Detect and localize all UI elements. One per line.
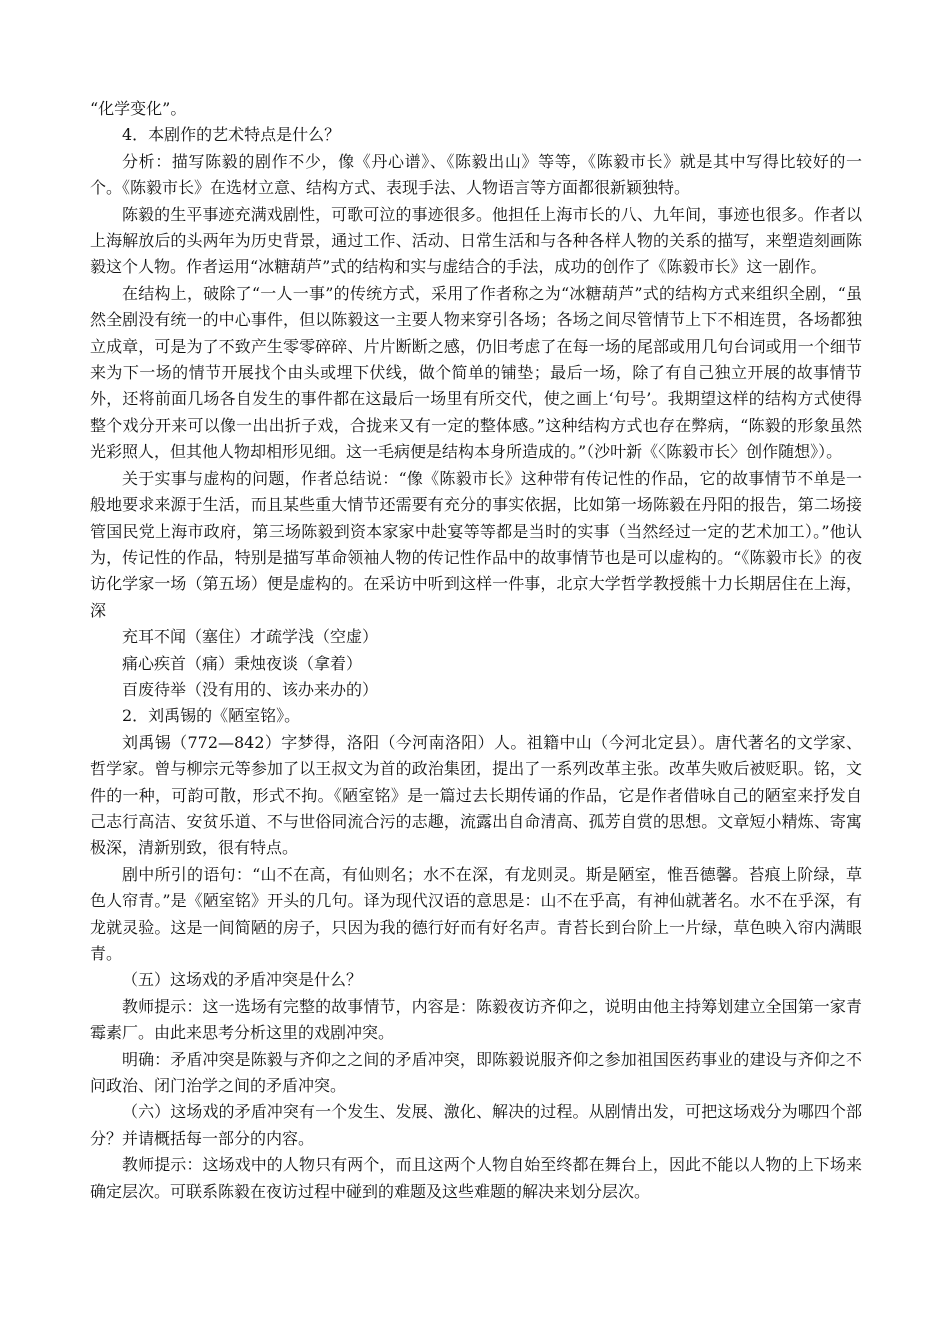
- chenyi-background-paragraph: 陈毅的生平事迹充满戏剧性，可歌可泣的事迹很多。他担任上海市长的八、九年间，事迹也很多。作者以上海解放后的头两年为历史背景，通过工作、活动、日常生活和与各种各样人物的关系的描写，来塑造刻画陈毅这个人物。作者运用“冰糖葫芦”式的结构和实与虚结合的手法，成功的创作了《陈毅市长》这一剧作。: [90, 204, 862, 277]
- item-2-heading: 2．刘禹锡的《陋室铭》。: [122, 706, 301, 726]
- liu-yuxi-bio-paragraph: 刘禹锡（772—842）字梦得，洛阳（今河南洛阳）人。祖籍中山（今河北定县）。唐代著名的文学家、哲学家。曾与柳宗元等参加了以王叔文为首的政治集团，提出了一系列改革主张。改革失败后被贬职。铭，文件的一种，可韵可散，形式不拘。《陋室铭》是一篇过去长期传诵的作品，它是作者借咏自己的陋室来抒发自己志行高洁、安贫乐道、不与世俗同流合污的志趣，流露出自命清高、孤芳自赏的思想。文章短小精炼、寄寓极深，清新别致，很有特点。: [90, 732, 862, 858]
- teacher-hint-paragraph-2: 教师提示：这场戏中的人物只有两个，而且这两个人物自始至终都在舞台上，因此不能以人物的上下场来确定层次。可联系陈毅在夜访过程中碰到的难题及这些难题的解决来划分层次。: [90, 1155, 862, 1201]
- teacher-hint-paragraph: 教师提示：这一选场有完整的故事情节，内容是：陈毅夜访齐仰之，说明由他主持筹划建立全国第一家青霉素厂。由此来思考分析这里的戏剧冲突。: [90, 996, 862, 1043]
- section-5-question: （五）这场戏的矛盾冲突是什么？: [122, 970, 363, 990]
- question-4-heading: 4．本剧作的艺术特点是什么？: [122, 125, 341, 145]
- clarification-paragraph: 明确：矛盾冲突是陈毅与齐仰之之间的矛盾冲突，即陈毅说服齐仰之参加祖国医药事业的建设与齐仰之不问政治、闭门治学之间的矛盾冲突。: [90, 1049, 862, 1096]
- document-page: [90, 96, 862, 1205]
- fact-fiction-paragraph: 关于实事与虚构的问题，作者总结说：“像《陈毅市长》这种带有传记性的作品，它的故事情节不单是一般地要求来源于生活，而且某些重大情节还需要有充分的事实依据，比如第一场陈毅在丹阳的报告，第二场接管国民党上海市政府，第三场陈毅到资本家家中赴宴等等都是当时的实事（当然经过一定的艺术加工）。”他认为，传记性的作品，特别是描写革命领袖人物的传记性作品中的故事情节也是可以虚构的。“《陈毅市长》的夜访化学家一场（第五场）便是虚构的。在采访中听到这样一件事，北京大学哲学教授熊十力长期居住在上海，深: [90, 468, 862, 620]
- vocab-line-3: 百废待举（没有用的、该办来办的）: [122, 679, 379, 699]
- analysis-paragraph: 分析：描写陈毅的剧作不少，像《丹心谱》、《陈毅出山》等等，《陈毅市长》就是其中写得比较好的一个。《陈毅市长》在选材立意、结构方式、表现手法、人物语言等方面都很新颖独特。: [90, 151, 862, 198]
- section-6-question: （六）这场戏的矛盾冲突有一个发生、发展、激化、解决的过程。从剧情出发，可把这场戏分为哪四个部分？并请概括每一部分的内容。: [90, 1102, 862, 1148]
- structure-paragraph: 在结构上，破除了“一人一事”的传统方式，采用了作者称之为“冰糖葫芦”式的结构方式来组织全剧，“虽然全剧没有统一的中心事件，但以陈毅这一主要人物来穿引各场；各场之间尽管情节上下不相连贯，各场都独立成章，可是为了不致产生零零碎碎、片片断断之感，仍旧考虑了在每一场的尾部或用几句台词或用一个细节来为下一场的情节开展找个由头或埋下伏线，做个简单的铺垫；最后一场，除了有自己独立开展的故事情节外，还将前面几场各自发生的事件都在这最后一场里有所交代，使之画上‘句号’。我期望这样的结构方式使得整个戏分开来可以像一出出折子戏，合拢来又有一定的整体感。”这种结构方式也存在弊病，“陈毅的形象虽然光彩照人，但其他人物却相形见细。这一毛病便是结构本身所造成的。”（沙叶新《〈陈毅市长〉创作随想》）。: [90, 283, 862, 462]
- paragraph-continuation: “化学变化”。: [90, 99, 187, 118]
- vocab-line-1: 充耳不闻（塞住）才疏学浅（空虚）: [122, 627, 379, 647]
- vocab-line-2: 痛心疾首（痛）秉烛夜谈（拿着）: [122, 653, 363, 673]
- quote-translation-paragraph: 剧中所引的语句：“山不在高，有仙则名；水不在深，有龙则灵。斯是陋室，惟吾德馨。苔痕上阶绿，草色人帘青。”是《陋室铭》开头的几句。译为现代汉语的意思是：山不在乎高，有神仙就著名。水不在乎深，有龙就灵验。这是一间简陋的房子，只因为我的德行好而有好名声。青苔长到台阶上一片绿，草色映入帘内满眼青。: [90, 864, 862, 963]
